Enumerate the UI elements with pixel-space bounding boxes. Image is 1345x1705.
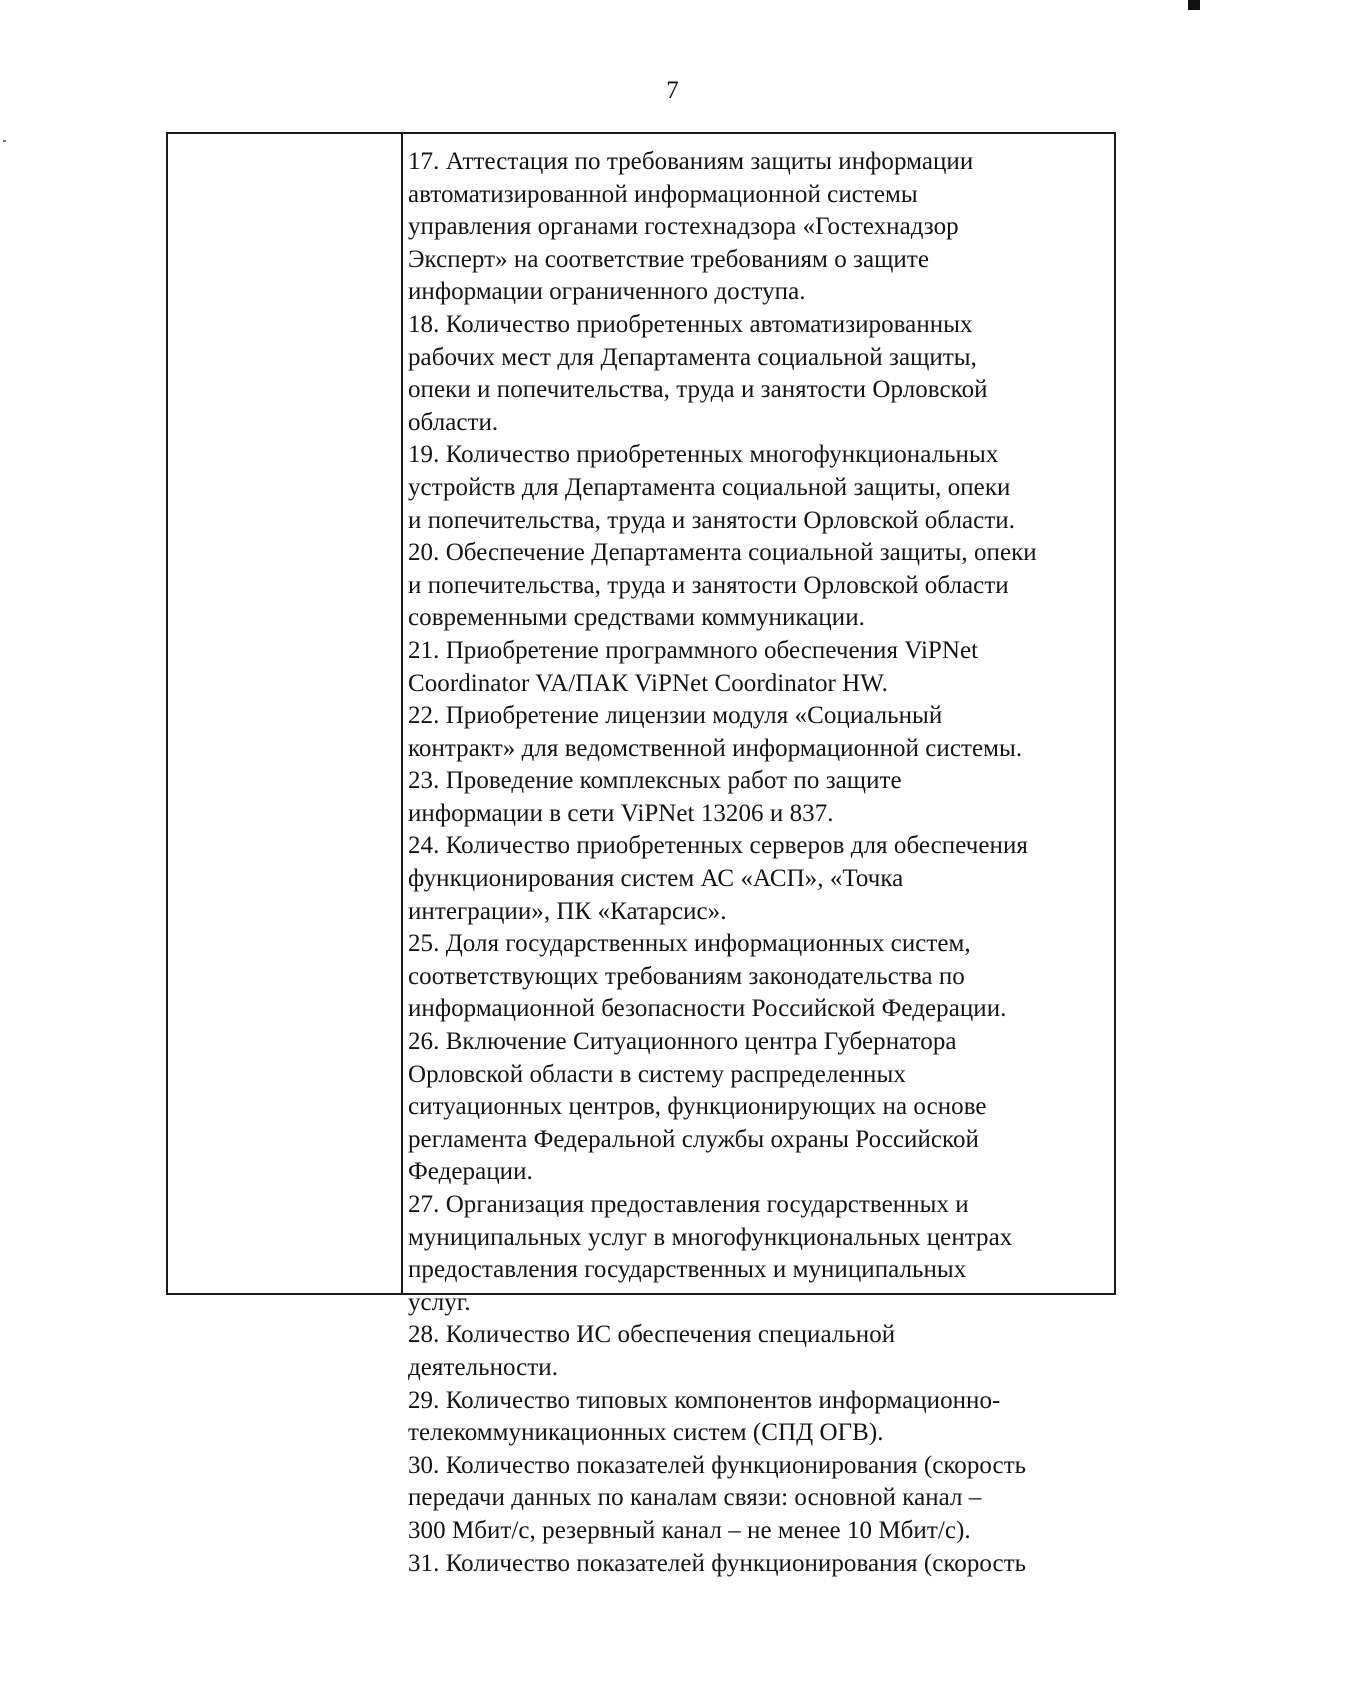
indicator-line: 22. Приобретение лицензии модуля «Социальный — [408, 702, 943, 730]
indicator-line: 23. Проведение комплексных работ по защите — [408, 767, 902, 795]
indicator-list — [408, 146, 1108, 1580]
indicator-line: 28. Количество ИС обеспечения специальной — [408, 1321, 896, 1349]
indicator-line: 25. Доля государственных информационных систем, — [408, 930, 971, 958]
indicator-item — [408, 1548, 1108, 1581]
indicator-line: 24. Количество приобретенных серверов для обеспечения — [408, 832, 1028, 860]
indicator-line: и попечительства, труда и занятости Орловской области — [408, 571, 1009, 599]
indicator-item — [408, 146, 1108, 309]
indicator-line: опеки и попечительства, труда и занятости Орловской — [408, 376, 988, 404]
indicator-item — [408, 830, 1108, 928]
indicator-line: услуг. — [408, 1288, 471, 1316]
indicator-line: 19. Количество приобретенных многофункциональных — [408, 441, 999, 469]
page-number: 7 — [666, 77, 679, 104]
indicator-item — [408, 765, 1108, 830]
indicator-item — [408, 1385, 1108, 1450]
indicator-line: предоставления государственных и муниципальных — [408, 1256, 967, 1284]
indicator-line: информации в сети ViPNet 13206 и 837. — [408, 799, 834, 827]
indicator-line: передачи данных по каналам связи: основной канал – — [408, 1484, 982, 1512]
indicator-line: функционирования систем АС «АСП», «Точка — [408, 865, 904, 893]
indicator-line: регламента Федеральной службы охраны Российской — [408, 1125, 979, 1153]
scan-speck — [3, 140, 6, 142]
indicator-line: управления органами гостехнадзора «Гостехнадзор — [408, 213, 959, 241]
indicator-line: современными средствами коммуникации. — [408, 604, 865, 632]
scan-corner-mark — [1188, 0, 1200, 10]
indicator-line: 300 Мбит/с, резервный канал – не менее 10 Мбит/с). — [408, 1516, 971, 1544]
indicator-line: 21. Приобретение программного обеспечения ViPNet — [408, 636, 979, 664]
indicator-item — [408, 309, 1108, 439]
indicator-line: 27. Организация предоставления государственных и — [408, 1191, 969, 1218]
indicator-line: автоматизированной информационной системы — [408, 180, 918, 208]
indicator-line: рабочих мест для Департамента социальной защиты, — [408, 343, 977, 371]
indicator-line: Coordinator VA/ПАК ViPNet Coordinator HW. — [408, 669, 888, 697]
indicator-line: муниципальных услуг в многофункциональных центрах — [408, 1223, 1013, 1251]
indicator-line: ситуационных центров, функционирующих на основе — [408, 1093, 987, 1121]
indicator-item — [408, 1319, 1108, 1384]
indicator-item — [408, 537, 1108, 635]
indicator-line: Эксперт» на соответствие требованиям о защите — [408, 245, 929, 273]
indicator-line: области. — [408, 408, 499, 436]
indicator-line: и попечительства, труда и занятости Орловской области. — [408, 506, 1016, 534]
indicator-line: информации ограниченного доступа. — [408, 278, 806, 306]
indicator-line: 30. Количество показателей функционирования (скорость — [408, 1451, 1027, 1479]
indicator-line: контракт» для ведомственной информационной системы. — [408, 734, 1023, 762]
indicator-line: устройств для Департамента социальной защиты, опеки — [408, 473, 1011, 501]
indicator-line: Орловской области в систему распределенных — [408, 1060, 906, 1088]
indicator-line: телекоммуникационных систем (СПД ОГВ). — [408, 1419, 884, 1447]
indicator-line: 17. Аттестация по требованиям защиты информации — [408, 148, 974, 175]
indicator-item — [408, 928, 1108, 1026]
indicator-line: соответствующих требованиям законодательства по — [408, 962, 965, 990]
indicator-line: 31. Количество показателей функционирования (скорость — [408, 1549, 1027, 1577]
indicator-line: Федерации. — [408, 1158, 533, 1186]
indicator-line: 18. Количество приобретенных автоматизированных — [408, 310, 973, 338]
table-right-column — [403, 134, 1114, 1577]
indicator-item — [408, 1450, 1108, 1548]
indicator-line: 26. Включение Ситуационного центра Губернатора — [408, 1028, 957, 1056]
indicator-item — [408, 700, 1108, 765]
indicator-item — [408, 439, 1108, 537]
indicator-item — [408, 1189, 1108, 1319]
indicator-item — [408, 1026, 1108, 1189]
indicator-line: деятельности. — [408, 1353, 559, 1381]
table-left-column — [168, 134, 403, 1293]
indicator-item — [408, 635, 1108, 700]
indicator-line: 29. Количество типовых компонентов информационно- — [408, 1386, 1001, 1414]
content-table — [166, 132, 1116, 1577]
indicator-line: информационной безопасности Российской Федерации. — [408, 995, 1007, 1023]
indicator-line: 20. Обеспечение Департамента социальной защиты, опеки — [408, 539, 1037, 567]
indicator-line: интеграции», ПК «Катарсис». — [408, 897, 727, 925]
